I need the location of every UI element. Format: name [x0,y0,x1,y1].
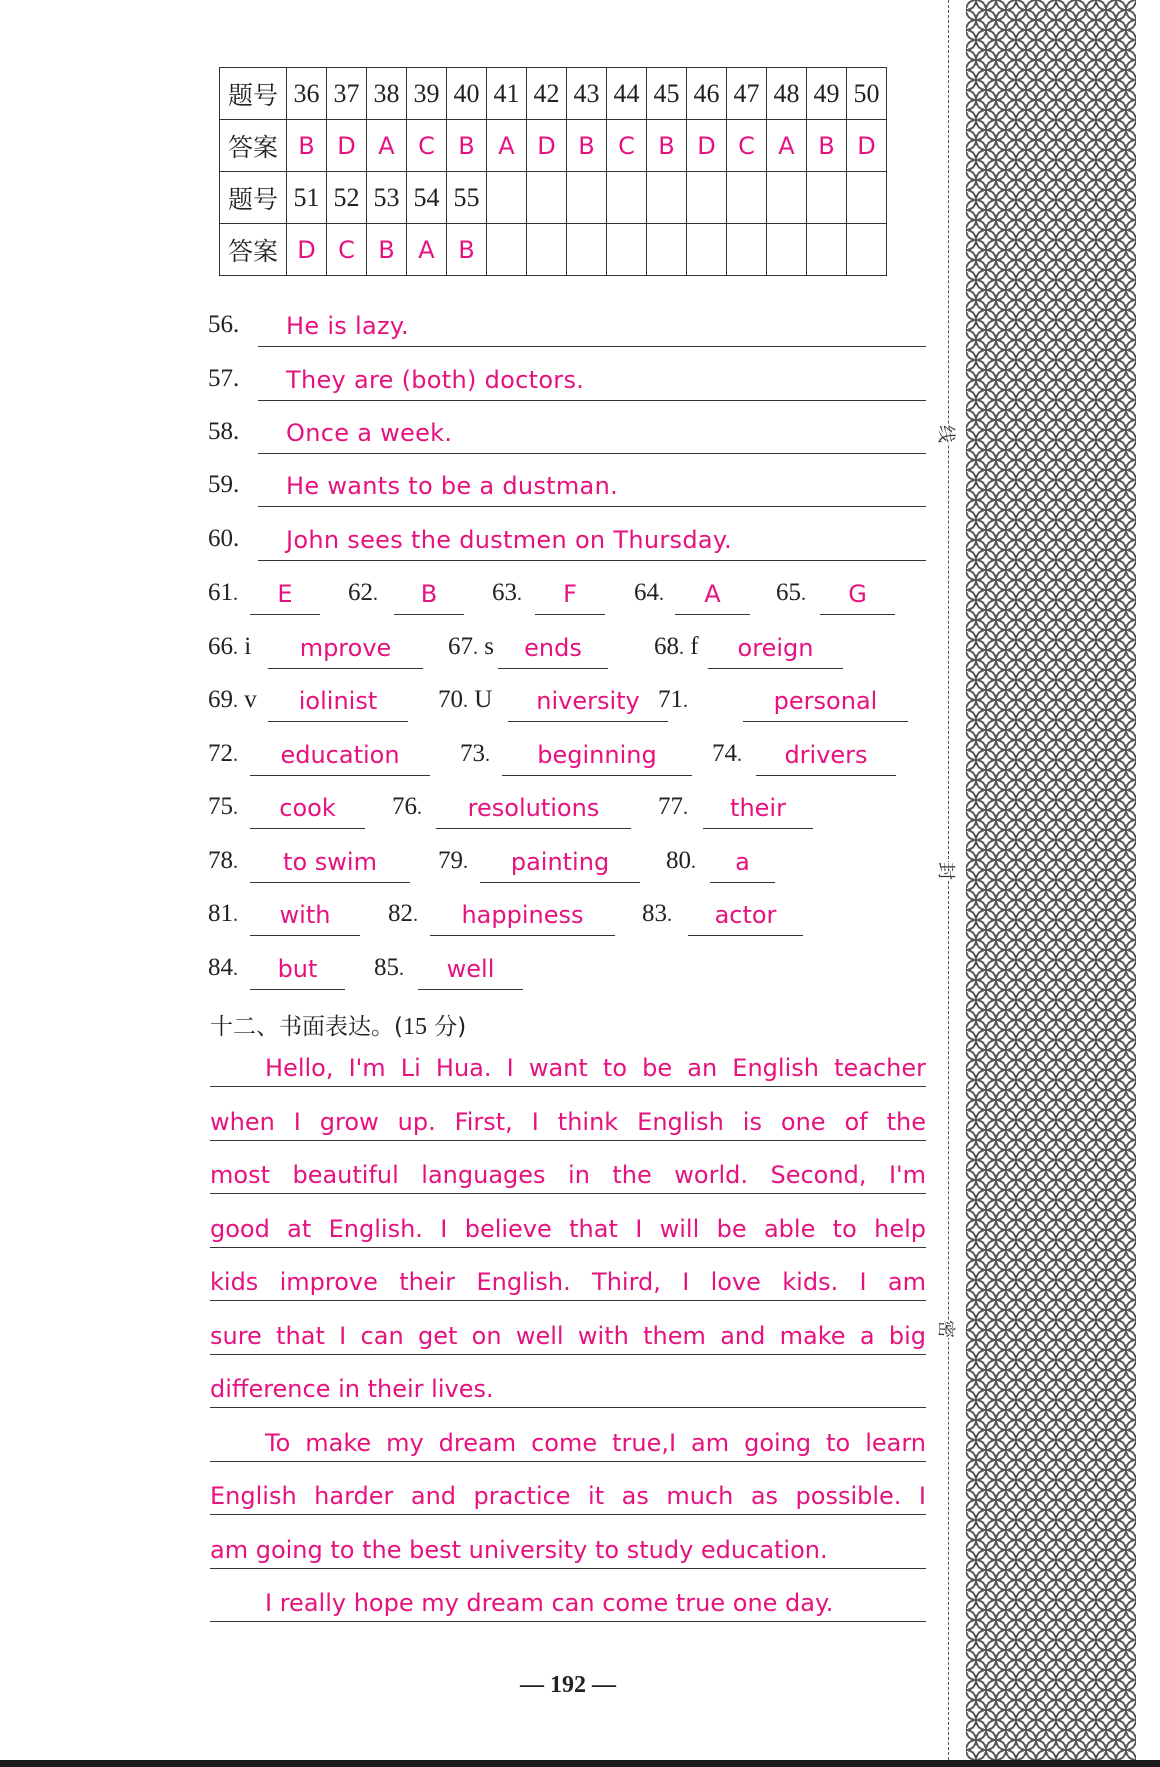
question-number: 71. [658,686,688,713]
question-number-cell: 55 [447,172,487,224]
answer-text: B [420,580,438,608]
given-letter: v [244,686,257,713]
blank-item [438,682,668,722]
answer-text: with [279,901,331,929]
answer-blank [502,737,692,776]
answer-blank [250,737,430,776]
answer-blank [480,844,640,883]
question-number-cell [847,172,887,224]
question-number-cell: 37 [327,68,367,120]
question-number-cell: 46 [687,68,727,120]
question-number-cell: 40 [447,68,487,120]
blank-row [208,736,928,776]
blank-row [208,629,928,669]
answer-cell [567,224,607,276]
answer-text: F [563,580,577,608]
question-number: 60. [208,525,240,552]
answer-blank [250,897,360,936]
essay-text: English harder and practice it as much as possible. I [210,1482,926,1510]
answer-text: education [280,741,400,769]
answer-cell: B [447,120,487,172]
answer-cell: D [327,120,367,172]
essay-line [210,1096,926,1141]
blank-item [642,896,803,936]
question-number-cell [727,172,767,224]
answer-text: a [735,848,750,876]
answer-text: He is lazy. [286,312,409,340]
decorative-pattern-strip [966,0,1136,1760]
question-number-cell: 47 [727,68,767,120]
essay-line [210,1149,926,1194]
question-number: 85. [374,954,404,981]
answer-blank [418,951,523,990]
question-number-cell: 38 [367,68,407,120]
blank-item [388,896,615,936]
answer-text: A [704,580,721,608]
question-number: 56. [208,311,240,338]
answer-header: 答案 [220,120,287,172]
answer-cell: C [327,224,367,276]
question-number-cell: 43 [567,68,607,120]
question-number: 66. i [208,633,252,660]
question-number-cell [567,172,607,224]
answer-blank [743,683,908,722]
blank-item [208,575,320,615]
blank-row [208,575,928,615]
answer-blank [535,576,605,615]
question-number: 73. [460,740,490,767]
question-number: 63. [492,579,522,606]
question-number: 78. [208,847,238,874]
answer-cell: A [367,120,407,172]
question-number-header: 题号 [220,68,287,120]
answer-cell: B [807,120,847,172]
blank-item [658,682,908,722]
question-number-cell: 50 [847,68,887,120]
answer-text: G [848,580,867,608]
answer-cell: D [527,120,567,172]
blank-item [460,736,692,776]
essay-line [210,1042,926,1087]
answer-blank [250,951,345,990]
blank-item [208,789,365,829]
question-number: 69. v [208,686,257,713]
question-number: 59. [208,471,240,498]
answer-text: painting [510,848,610,876]
answer-blank [436,790,631,829]
given-letter: i [244,633,252,660]
question-number-cell [807,172,847,224]
blank-item [438,843,640,883]
question-number-cell: 41 [487,68,527,120]
blank-row [208,896,928,936]
essay-line [210,1203,926,1248]
answer-text: to swim [283,848,377,876]
question-number: 84. [208,954,238,981]
answer-text: actor [714,901,777,929]
answer-blank [268,683,408,722]
question-number: 61. [208,579,238,606]
blank-item [448,629,608,669]
answer-cell: D [847,120,887,172]
answer-blank [688,897,803,936]
answer-cell: C [727,120,767,172]
essay-text: To make my dream come true,I am going to learn [265,1429,926,1457]
question-number-cell [527,172,567,224]
answer-blank [710,844,775,883]
answer-cell: C [407,120,447,172]
question-number: 81. [208,900,238,927]
answer-blank [268,630,423,669]
answer-cell: C [607,120,647,172]
essay-line [210,1417,926,1462]
question-number: 82. [388,900,418,927]
answer-line [258,360,926,401]
answer-cell: B [647,120,687,172]
blank-item [492,575,605,615]
question-number-cell [647,172,687,224]
blank-row [208,789,928,829]
blank-row [208,682,928,722]
question-number: 83. [642,900,672,927]
answer-cell [527,224,567,276]
blank-item [654,629,843,669]
blank-item [666,843,775,883]
blank-item [658,789,813,829]
essay-text: kids improve their English. Third, I love kids. I am [210,1268,926,1296]
question-number: 72. [208,740,238,767]
answer-line [258,520,926,561]
binding-label-mi: 密 [931,1320,963,1338]
answer-text: beginning [537,741,657,769]
answer-blank [675,576,750,615]
answer-header: 答案 [220,224,287,276]
answer-text: John sees the dustmen on Thursday. [286,526,732,554]
answer-blank [250,576,320,615]
question-number-cell: 36 [287,68,327,120]
essay-text: good at English. I believe that I will be able to help [210,1215,926,1243]
answer-text: well [446,955,495,983]
question-number-cell: 39 [407,68,447,120]
blank-item [634,575,750,615]
answer-cell [767,224,807,276]
grid-row [220,172,887,224]
question-number-cell: 54 [407,172,447,224]
answer-line [258,413,926,454]
question-number: 58. [208,418,240,445]
question-number: 57. [208,365,240,392]
given-letter: U [474,686,493,713]
question-number: 77. [658,793,688,820]
blank-item [208,682,408,722]
blank-item [208,950,345,990]
essay-text: I really hope my dream can come true one day. [265,1589,834,1617]
essay-text: when I grow up. First, I think English is one of the [210,1108,926,1136]
answer-cell [487,224,527,276]
question-number-cell: 49 [807,68,847,120]
question-number: 62. [348,579,378,606]
question-number-cell: 52 [327,172,367,224]
essay-text: difference in their lives. [210,1375,494,1403]
blank-item [208,896,360,936]
answer-line [258,466,926,507]
binding-label-feng: 封 [931,862,963,880]
essay-line [210,1363,926,1408]
question-number: 70. U [438,686,493,713]
question-number: 67. s [448,633,494,660]
answer-blank [430,897,615,936]
essay-text: Hello, I'm Li Hua. I want to be an English teacher [265,1054,926,1082]
answer-cell [727,224,767,276]
answer-cell [847,224,887,276]
answer-grid [219,67,887,276]
question-number-cell [487,172,527,224]
answer-text: Once a week. [286,419,453,447]
answer-blank [508,683,668,722]
bottom-bar [0,1760,1160,1767]
blank-row [208,843,928,883]
answer-cell: A [407,224,447,276]
essay-text: am going to the best university to study education. [210,1536,828,1564]
answer-text: happiness [461,901,584,929]
answer-text: oreign [737,634,814,662]
blank-item [208,843,410,883]
section-title: 十二、书面表达。(15 分) [210,1014,467,1040]
answer-cell: B [367,224,407,276]
answer-cell: B [447,224,487,276]
answer-text: but [277,955,318,983]
question-number: 76. [392,793,422,820]
question-number-cell: 53 [367,172,407,224]
answer-text: mprove [299,634,392,662]
blank-item [208,629,423,669]
essay-line [210,1524,926,1569]
question-number: 80. [666,847,696,874]
answer-cell: D [687,120,727,172]
answer-text: resolutions [467,794,600,822]
answer-text: their [730,794,786,822]
given-letter: s [484,633,494,660]
short-answer-item [208,521,926,561]
answer-cell: A [767,120,807,172]
blank-item [348,575,464,615]
answer-blank [708,630,843,669]
answer-blank [820,576,895,615]
answer-cell: D [287,224,327,276]
short-answer-item [208,361,926,401]
answer-blank [756,737,896,776]
essay-line [210,1310,926,1355]
answer-cell: B [567,120,607,172]
answer-text: cook [279,794,336,822]
answer-cell: A [487,120,527,172]
question-number-cell [687,172,727,224]
blank-item [712,736,896,776]
answer-cell [647,224,687,276]
essay-text: sure that I can get on well with them and make a big [210,1322,926,1350]
question-number: 65. [776,579,806,606]
question-number-cell: 42 [527,68,567,120]
answer-blank [394,576,464,615]
blank-item [374,950,523,990]
essay-text: most beautiful languages in the world. Second, I'm [210,1161,926,1189]
question-number: 75. [208,793,238,820]
given-letter: f [690,633,699,660]
answer-text: They are (both) doctors. [286,366,585,394]
answer-cell: B [287,120,327,172]
answer-text: iolinist [298,687,378,715]
binding-dashed-line [948,0,949,1760]
question-number-cell: 44 [607,68,647,120]
grid-row [220,224,887,276]
question-number-header: 题号 [220,172,287,224]
blank-item [776,575,895,615]
question-number: 68. f [654,633,699,660]
grid-row [220,120,887,172]
answer-text: drivers [784,741,868,769]
question-number: 79. [438,847,468,874]
essay-line [210,1577,926,1622]
answer-cell [807,224,847,276]
question-number-cell: 48 [767,68,807,120]
grid-row [220,68,887,120]
question-number-cell: 51 [287,172,327,224]
blank-item [392,789,631,829]
short-answer-item [208,467,926,507]
blank-row [208,950,928,990]
blank-item [208,736,430,776]
answer-text: ends [524,634,582,662]
answer-blank [498,630,608,669]
answer-blank [250,844,410,883]
answer-line [258,306,926,347]
question-number-cell: 45 [647,68,687,120]
page-number: — 192 — [520,1672,616,1698]
question-number: 74. [712,740,742,767]
essay-line [210,1470,926,1515]
answer-text: personal [773,687,878,715]
short-answer-item [208,414,926,454]
short-answer-item [208,307,926,347]
answer-text: niversity [536,687,640,715]
essay-line [210,1256,926,1301]
answer-text: E [277,580,293,608]
answer-text: He wants to be a dustman. [286,472,619,500]
binding-label-xian: 线 [931,425,963,443]
answer-cell [607,224,647,276]
question-number-cell [767,172,807,224]
answer-blank [250,790,365,829]
question-number: 64. [634,579,664,606]
answer-cell [687,224,727,276]
question-number-cell [607,172,647,224]
answer-blank [703,790,813,829]
